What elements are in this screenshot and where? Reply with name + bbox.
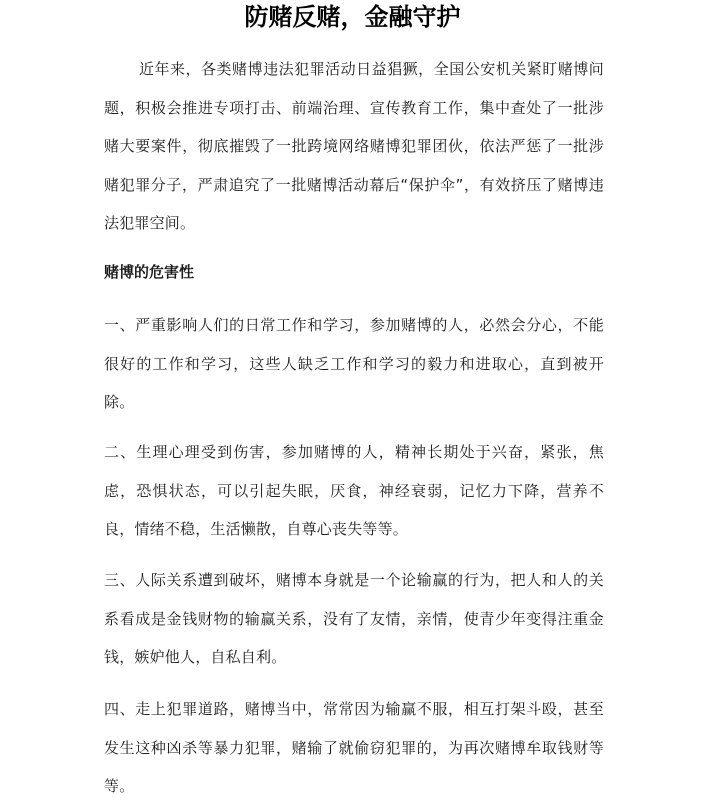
harm-point-2: 二、生理心理受到伤害，参加赌博的人，精神长期处于兴奋，紧张，焦虑，恐惧状态，可以引起失眠，厌食，神经衰弱，记忆力下降，营养不良，情绪不稳，生活懒散，自尊心丧失等等。 bbox=[104, 443, 604, 538]
harm-point-4: 四、走上犯罪道路，赌博当中，常常因为输赢不服，相互打架斗殴，甚至发生这种凶杀等暴力犯罪，赌输了就偷窃犯罪的，为再次赌博牟取钱财等等。 bbox=[104, 700, 604, 795]
page-title: 防赌反赌，金融守护 bbox=[244, 2, 461, 31]
harm-point-3: 三、人际关系遭到破坏，赌博本身就是一个论输赢的行为，把人和人的关系看成是金钱财物的输赢关系，没有了友情，亲情，使青少年变得注重金钱，嫉妒他人，自私自利。 bbox=[104, 571, 604, 666]
harm-point-1: 一、严重影响人们的日常工作和学习，参加赌博的人，必然会分心，不能很好的工作和学习，这些人缺乏工作和学习的毅力和进取心，直到被开除。 bbox=[104, 316, 604, 411]
section-heading: 赌博的危害性 bbox=[104, 263, 195, 281]
intro-paragraph: 近年来，各类赌博违法犯罪活动日益猖獗，全国公安机关紧盯赌博问题，积极会推进专项打击、前端治理、宣传教育工作，集中查处了一批涉赌大要案件，彻底摧毁了一批跨境网络赌博犯罪团伙，依法严惩了一批涉赌犯罪分子，严肃追究了一批赌博活动幕后“保护伞”，有效挤压了赌博违法犯罪空间。 bbox=[104, 60, 604, 232]
